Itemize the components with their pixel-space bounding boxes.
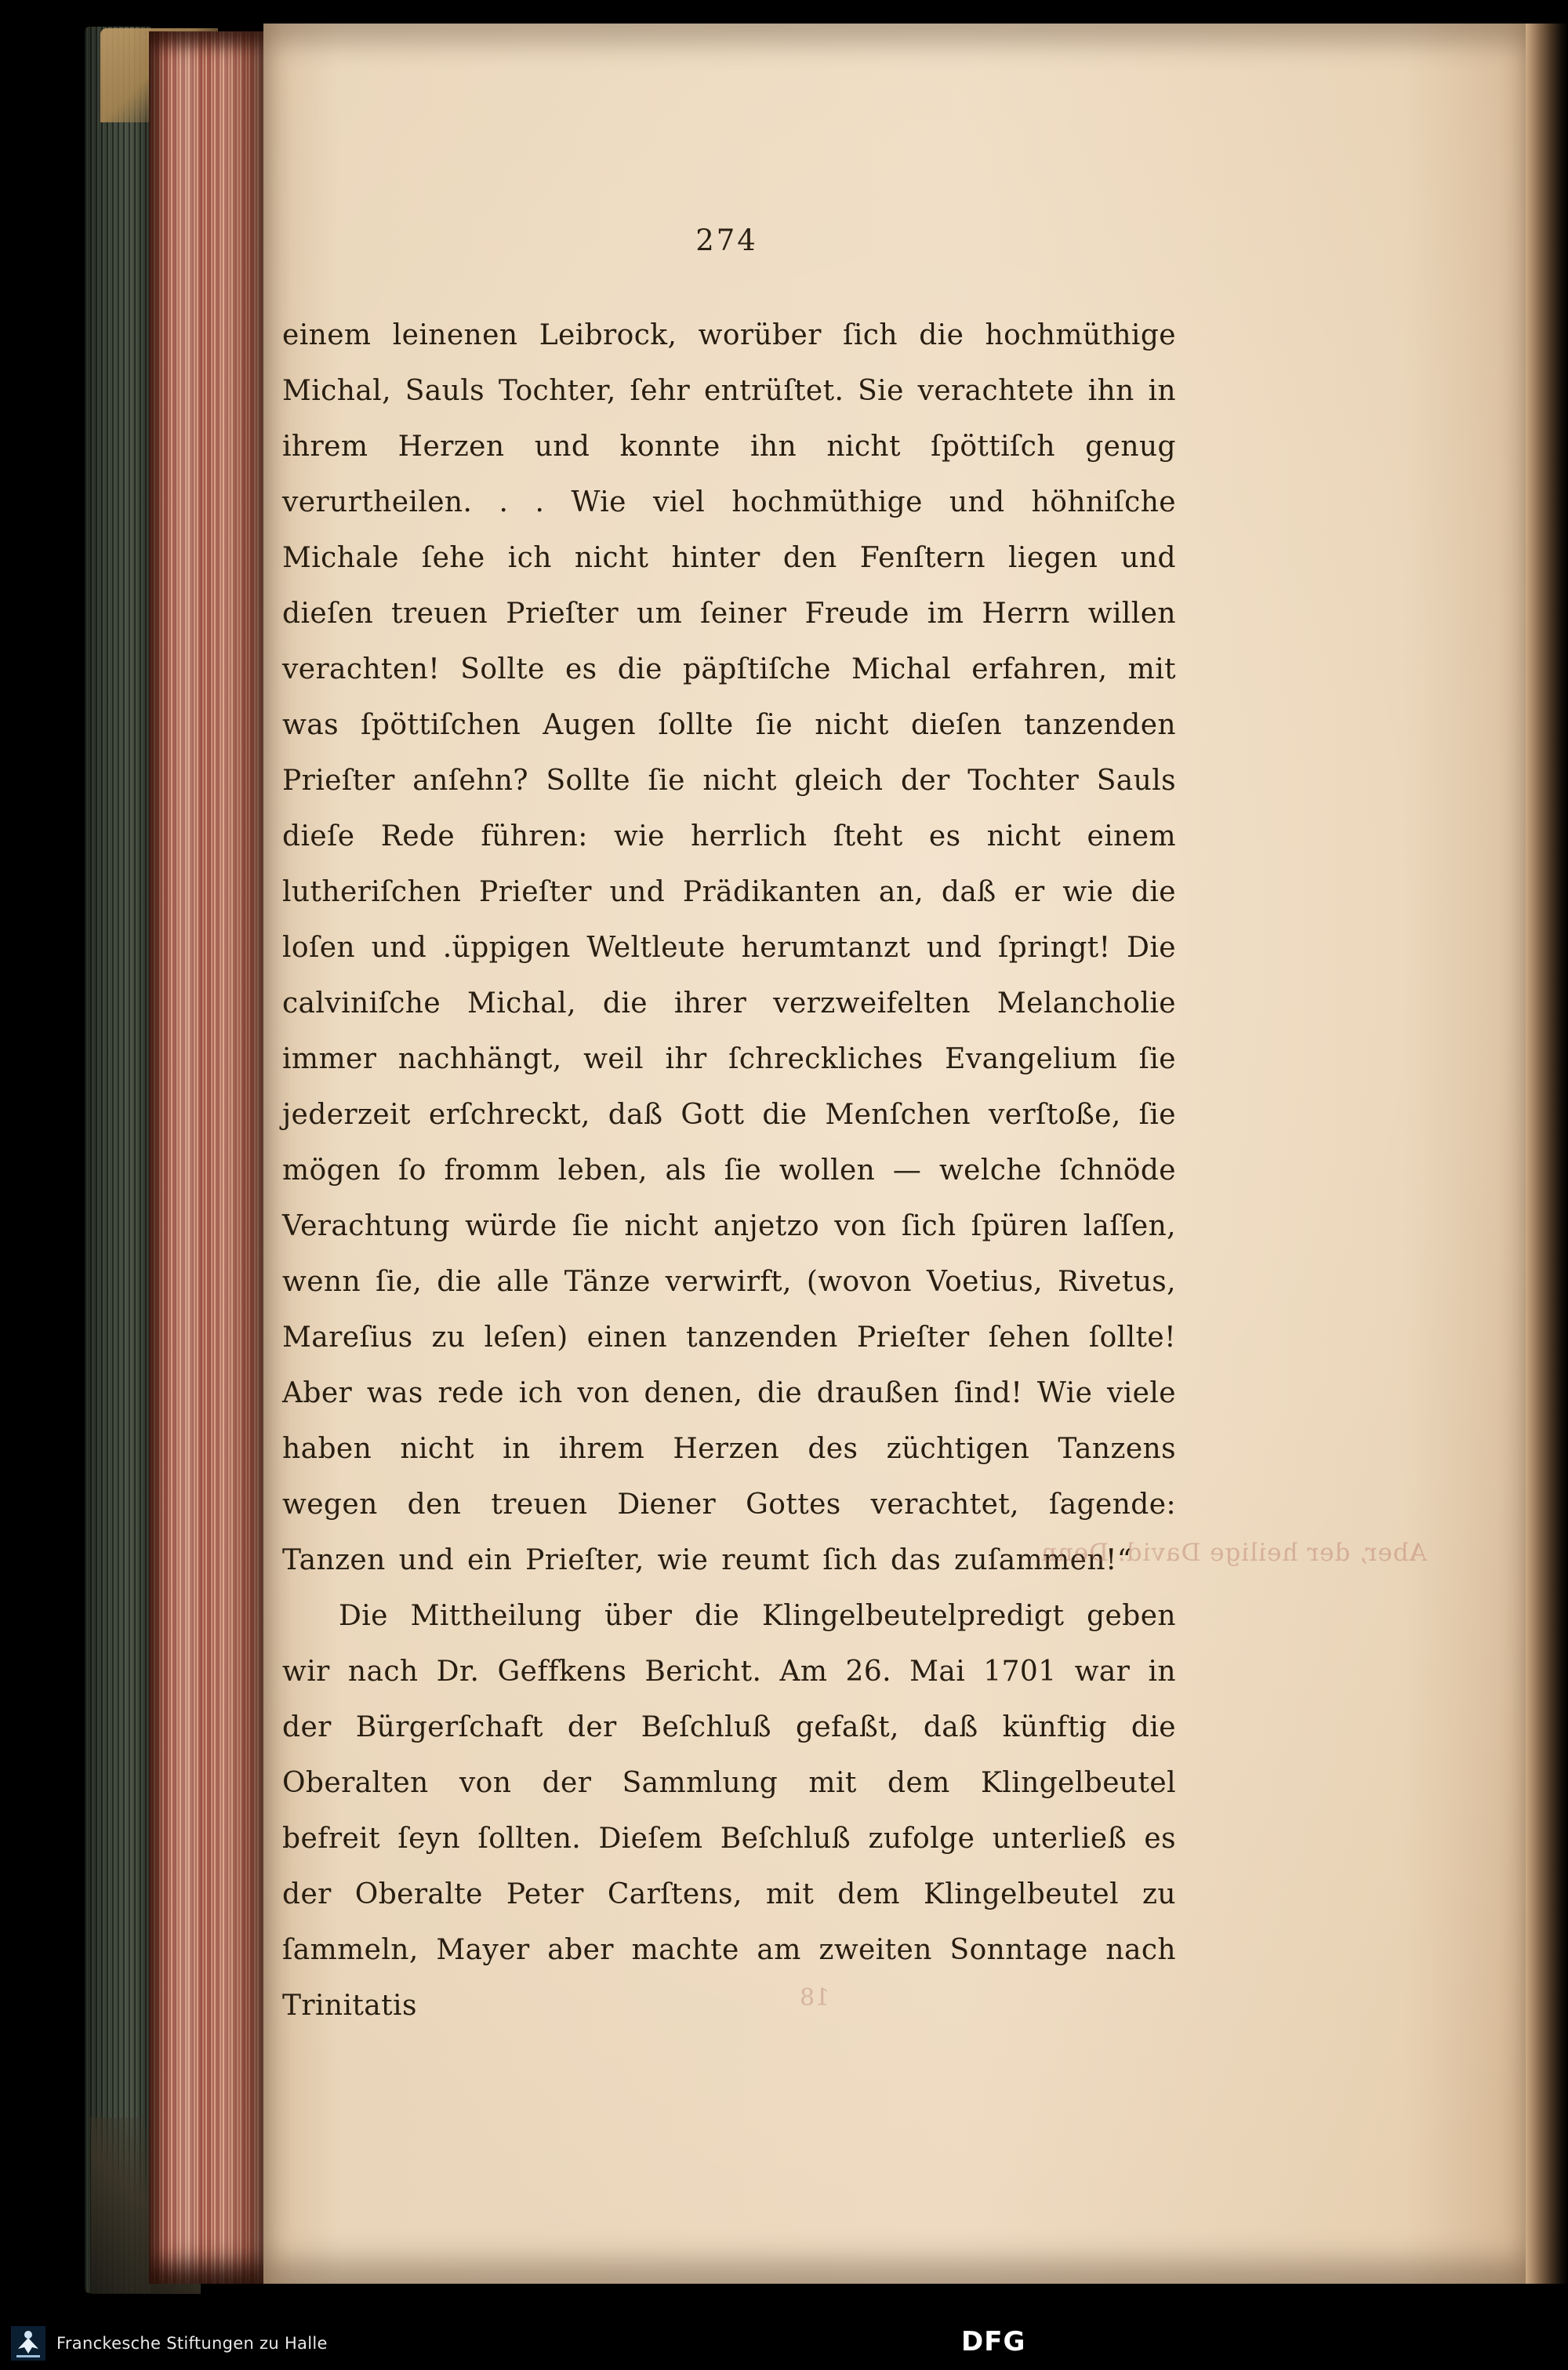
book-page-edges	[149, 31, 263, 2284]
watermark-bar	[0, 2315, 1568, 2370]
page-gutter-shadow	[1526, 24, 1568, 2284]
institution-label: Franckesche Stiftungen zu Halle	[56, 2334, 328, 2353]
paragraph: einem leinenen Leibrock, worüber ſich die hochmüthige Michal, Sauls Tochter, ſehr entrüſtet. Sie verachtete ihn in ihrem Herzen und konnte ihn nicht ſpöttiſch genug verurtheilen. . . Wie viel hochmüthige und höhniſche Michale ſehe ich nicht hinter den Fenſtern liegen und dieſen treuen Prieſter um ſeiner Freude im Herrn willen verachten! Sollte es die päpſtiſche Michal erfahren, mit was ſpöttiſchen Augen ſollte ſie nicht dieſen tanzenden Prieſter anſehn? Sollte ſie nicht gleich der Tochter Sauls dieſe Rede führen: wie herrlich ſteht es nicht einem lutheriſchen Prieſter und Prädikanten an, daß er wie die loſen und .üppigen Weltleute herumtanzt und ſpringt! Die calviniſche Michal, die ihrer verzweifelten Melancholie immer nachhängt, weil ihr ſchreckliches Evangelium ſie jederzeit erſchreckt, daß Gott die Menſchen verſtoße, ſie mögen ſo fromm leben, als ſie wollen — welche ſchnöde Verachtung würde ſie nicht anjetzo von ſich ſpüren laſſen, wenn ſie, die alle Tänze verwirft, (wovon Voetius, Rivetus, Mareſius zu leſen) einen tanzenden Prieſter ſehen ſollte! Aber was rede ich von denen, die draußen ſind! Wie viele haben nicht in ihrem Herzen des züchtigen Tanzens wegen den treuen Diener Gottes verachtet, ſagende: Tanzen und ein Prieſter, wie reumt ſich das zuſammen!“	[282, 319, 1176, 1576]
show-through-signature-mark: 18	[800, 1984, 830, 2012]
franckesche-stiftungen-logo-icon	[8, 2323, 49, 2364]
page-body-text	[282, 307, 1176, 2034]
dfg-logo: DFG	[961, 2326, 1026, 2357]
show-through-text: Aber, der heilige David. Denn	[1040, 1539, 1427, 1567]
paragraph: Die Mittheilung über die Klingelbeutelpredigt geben wir nach Dr. Geffkens Bericht. Am 26. Mai 1701 war in der Bürgerſchaft der Beſchluß gefaßt, daß künftig die Oberalten von der Sammlung mit dem Klingelbeutel befreit ſeyn ſollten. Dieſem Beſchluß zufolge unterließ es der Oberalte Peter Carſtens, mit dem Klingelbeutel zu ſammeln, Mayer aber machte am zweiten Sonntage nach Trinitatis	[282, 1600, 1176, 2022]
book-cover-spine	[85, 27, 151, 2293]
page-number: 274	[695, 224, 758, 257]
